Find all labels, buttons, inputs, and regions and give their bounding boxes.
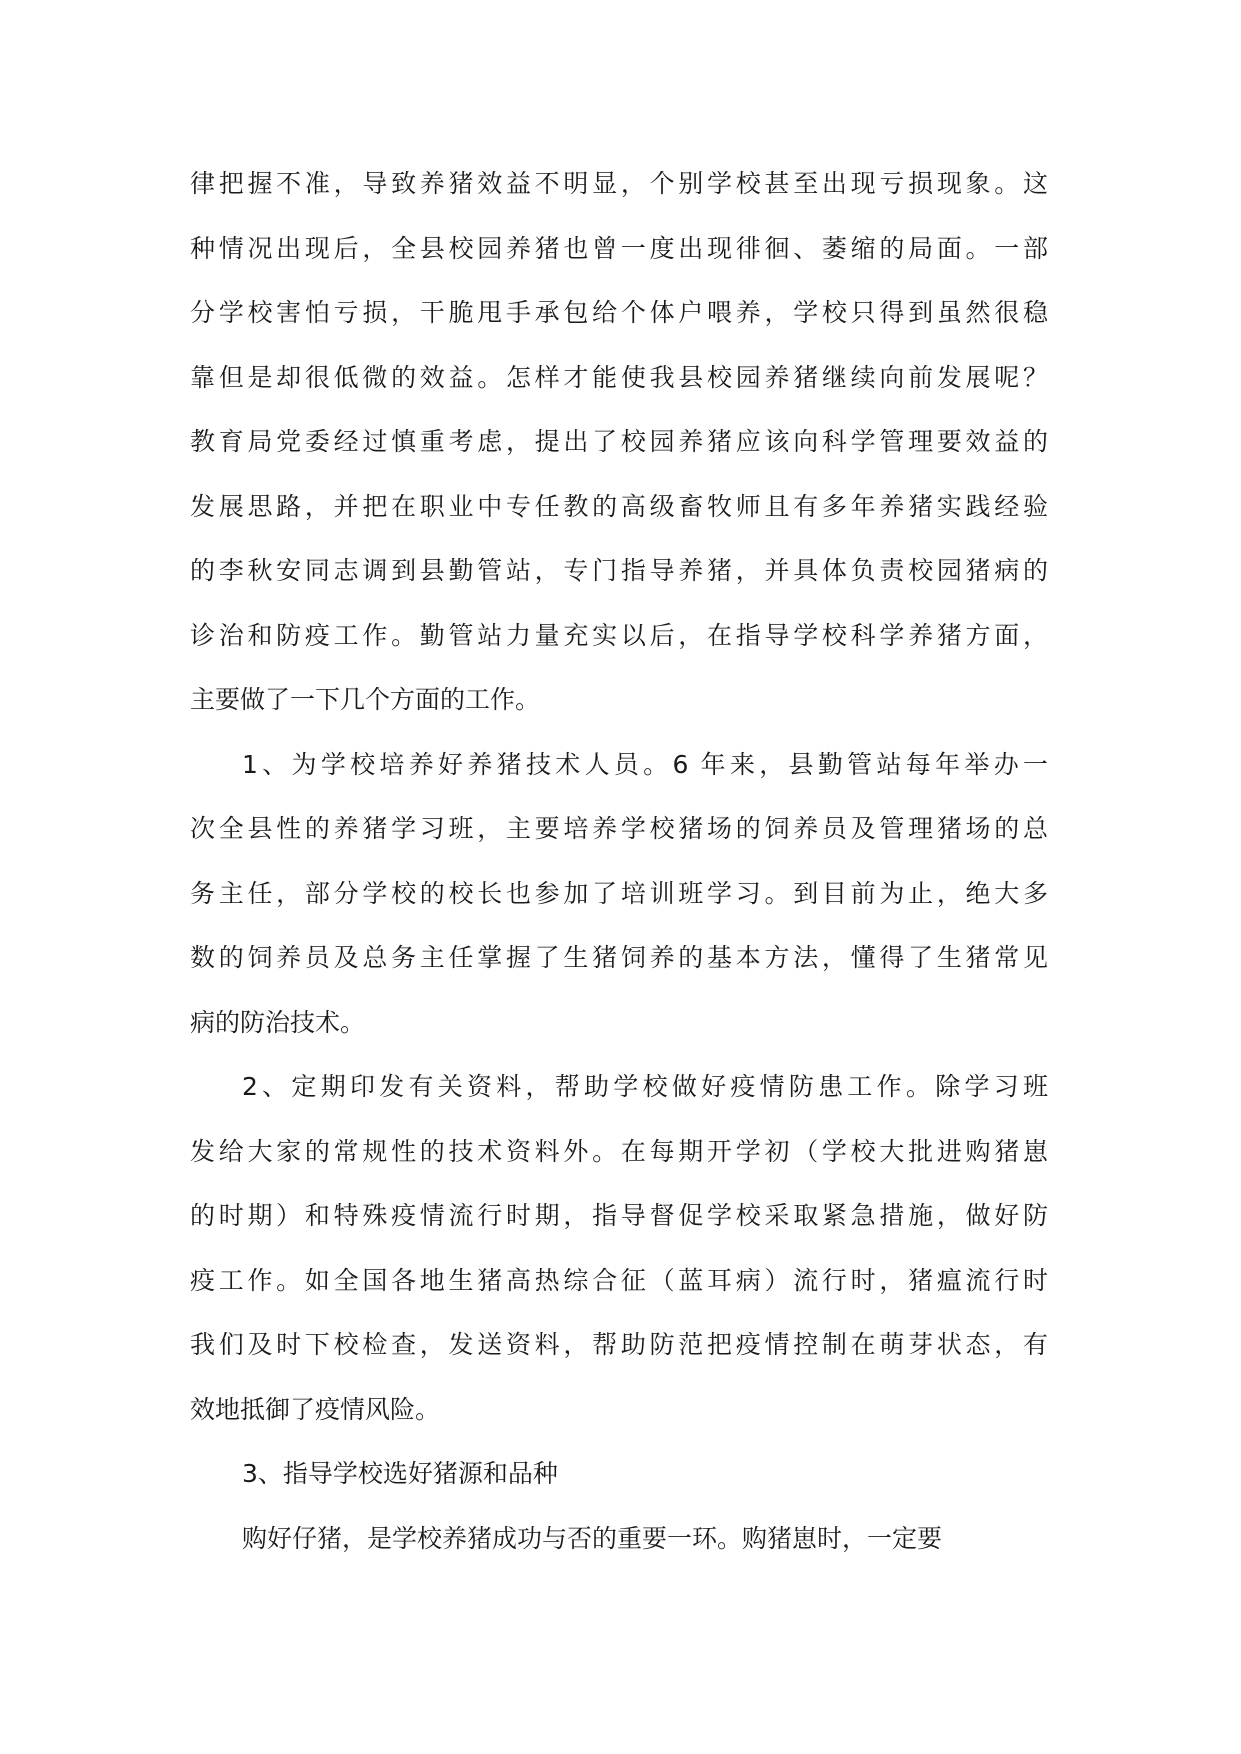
paragraph-line: 数的饲养员及总务主任掌握了生猪饲养的基本方法，懂得了生猪常见 (190, 943, 1048, 972)
paragraph-line: 我们及时下校检查，发送资料，帮助防范把疫情控制在萌芽状态，有 (190, 1330, 1048, 1359)
paragraph-line: 疫工作。如全国各地生猪高热综合征（蓝耳病）流行时，猪瘟流行时 (190, 1265, 1048, 1295)
paragraph (190, 1055, 1048, 1442)
paragraph (190, 152, 1048, 733)
paragraph-line: 3、指导学校选好猪源和品种 (242, 1459, 558, 1488)
paragraph (190, 1442, 1048, 1507)
paragraph-line: 2、定期印发有关资料，帮助学校做好疫情防患工作。除学习班 (242, 1072, 1048, 1101)
paragraph-line: 律把握不准，导致养猪效益不明显，个别学校甚至出现亏损现象。这 (190, 169, 1048, 198)
paragraph (190, 733, 1048, 1056)
paragraph-line: 效地抵御了疫情风险。 (190, 1394, 441, 1424)
paragraph-line: 购好仔猪，是学校养猪成功与否的重要一环。购猪崽时，一定要 (242, 1523, 943, 1553)
paragraph-line: 发给大家的常规性的技术资料外。在每期开学初（学校大批进购猪崽 (190, 1136, 1048, 1166)
paragraph-line: 分学校害怕亏损，干脆甩手承包给个体户喂养，学校只得到虽然很稳 (190, 298, 1048, 327)
paragraph-line: 主要做了一下几个方面的工作。 (190, 685, 541, 714)
paragraph-line: 教育局党委经过慎重考虑，提出了校园养猪应该向科学管理要效益的 (190, 427, 1048, 456)
document-body (190, 152, 1048, 1571)
paragraph-line: 次全县性的养猪学习班，主要培养学校猪场的饲养员及管理猪场的总 (190, 814, 1048, 843)
paragraph-line: 种情况出现后，全县校园养猪也曾一度出现徘徊、萎缩的局面。一部 (190, 233, 1048, 263)
paragraph (190, 1507, 1048, 1572)
paragraph-line: 1、为学校培养好养猪技术人员。6 年来，县勤管站每年举办一 (242, 749, 1048, 779)
paragraph-line: 靠但是却很低微的效益。怎样才能使我县校园养猪继续向前发展呢？ (190, 362, 1048, 392)
paragraph-line: 的时期）和特殊疫情流行时期，指导督促学校采取紧急措施，做好防 (190, 1201, 1048, 1230)
paragraph-line: 病的防治技术。 (190, 1007, 366, 1037)
paragraph-line: 诊治和防疫工作。勤管站力量充实以后，在指导学校科学养猪方面， (190, 620, 1048, 650)
paragraph-line: 发展思路，并把在职业中专任教的高级畜牧师且有多年养猪实践经验 (190, 491, 1048, 521)
paragraph-line: 的李秋安同志调到县勤管站，专门指导养猪，并具体负责校园猪病的 (190, 556, 1048, 585)
paragraph-line: 务主任，部分学校的校长也参加了培训班学习。到目前为止，绝大多 (190, 878, 1048, 908)
